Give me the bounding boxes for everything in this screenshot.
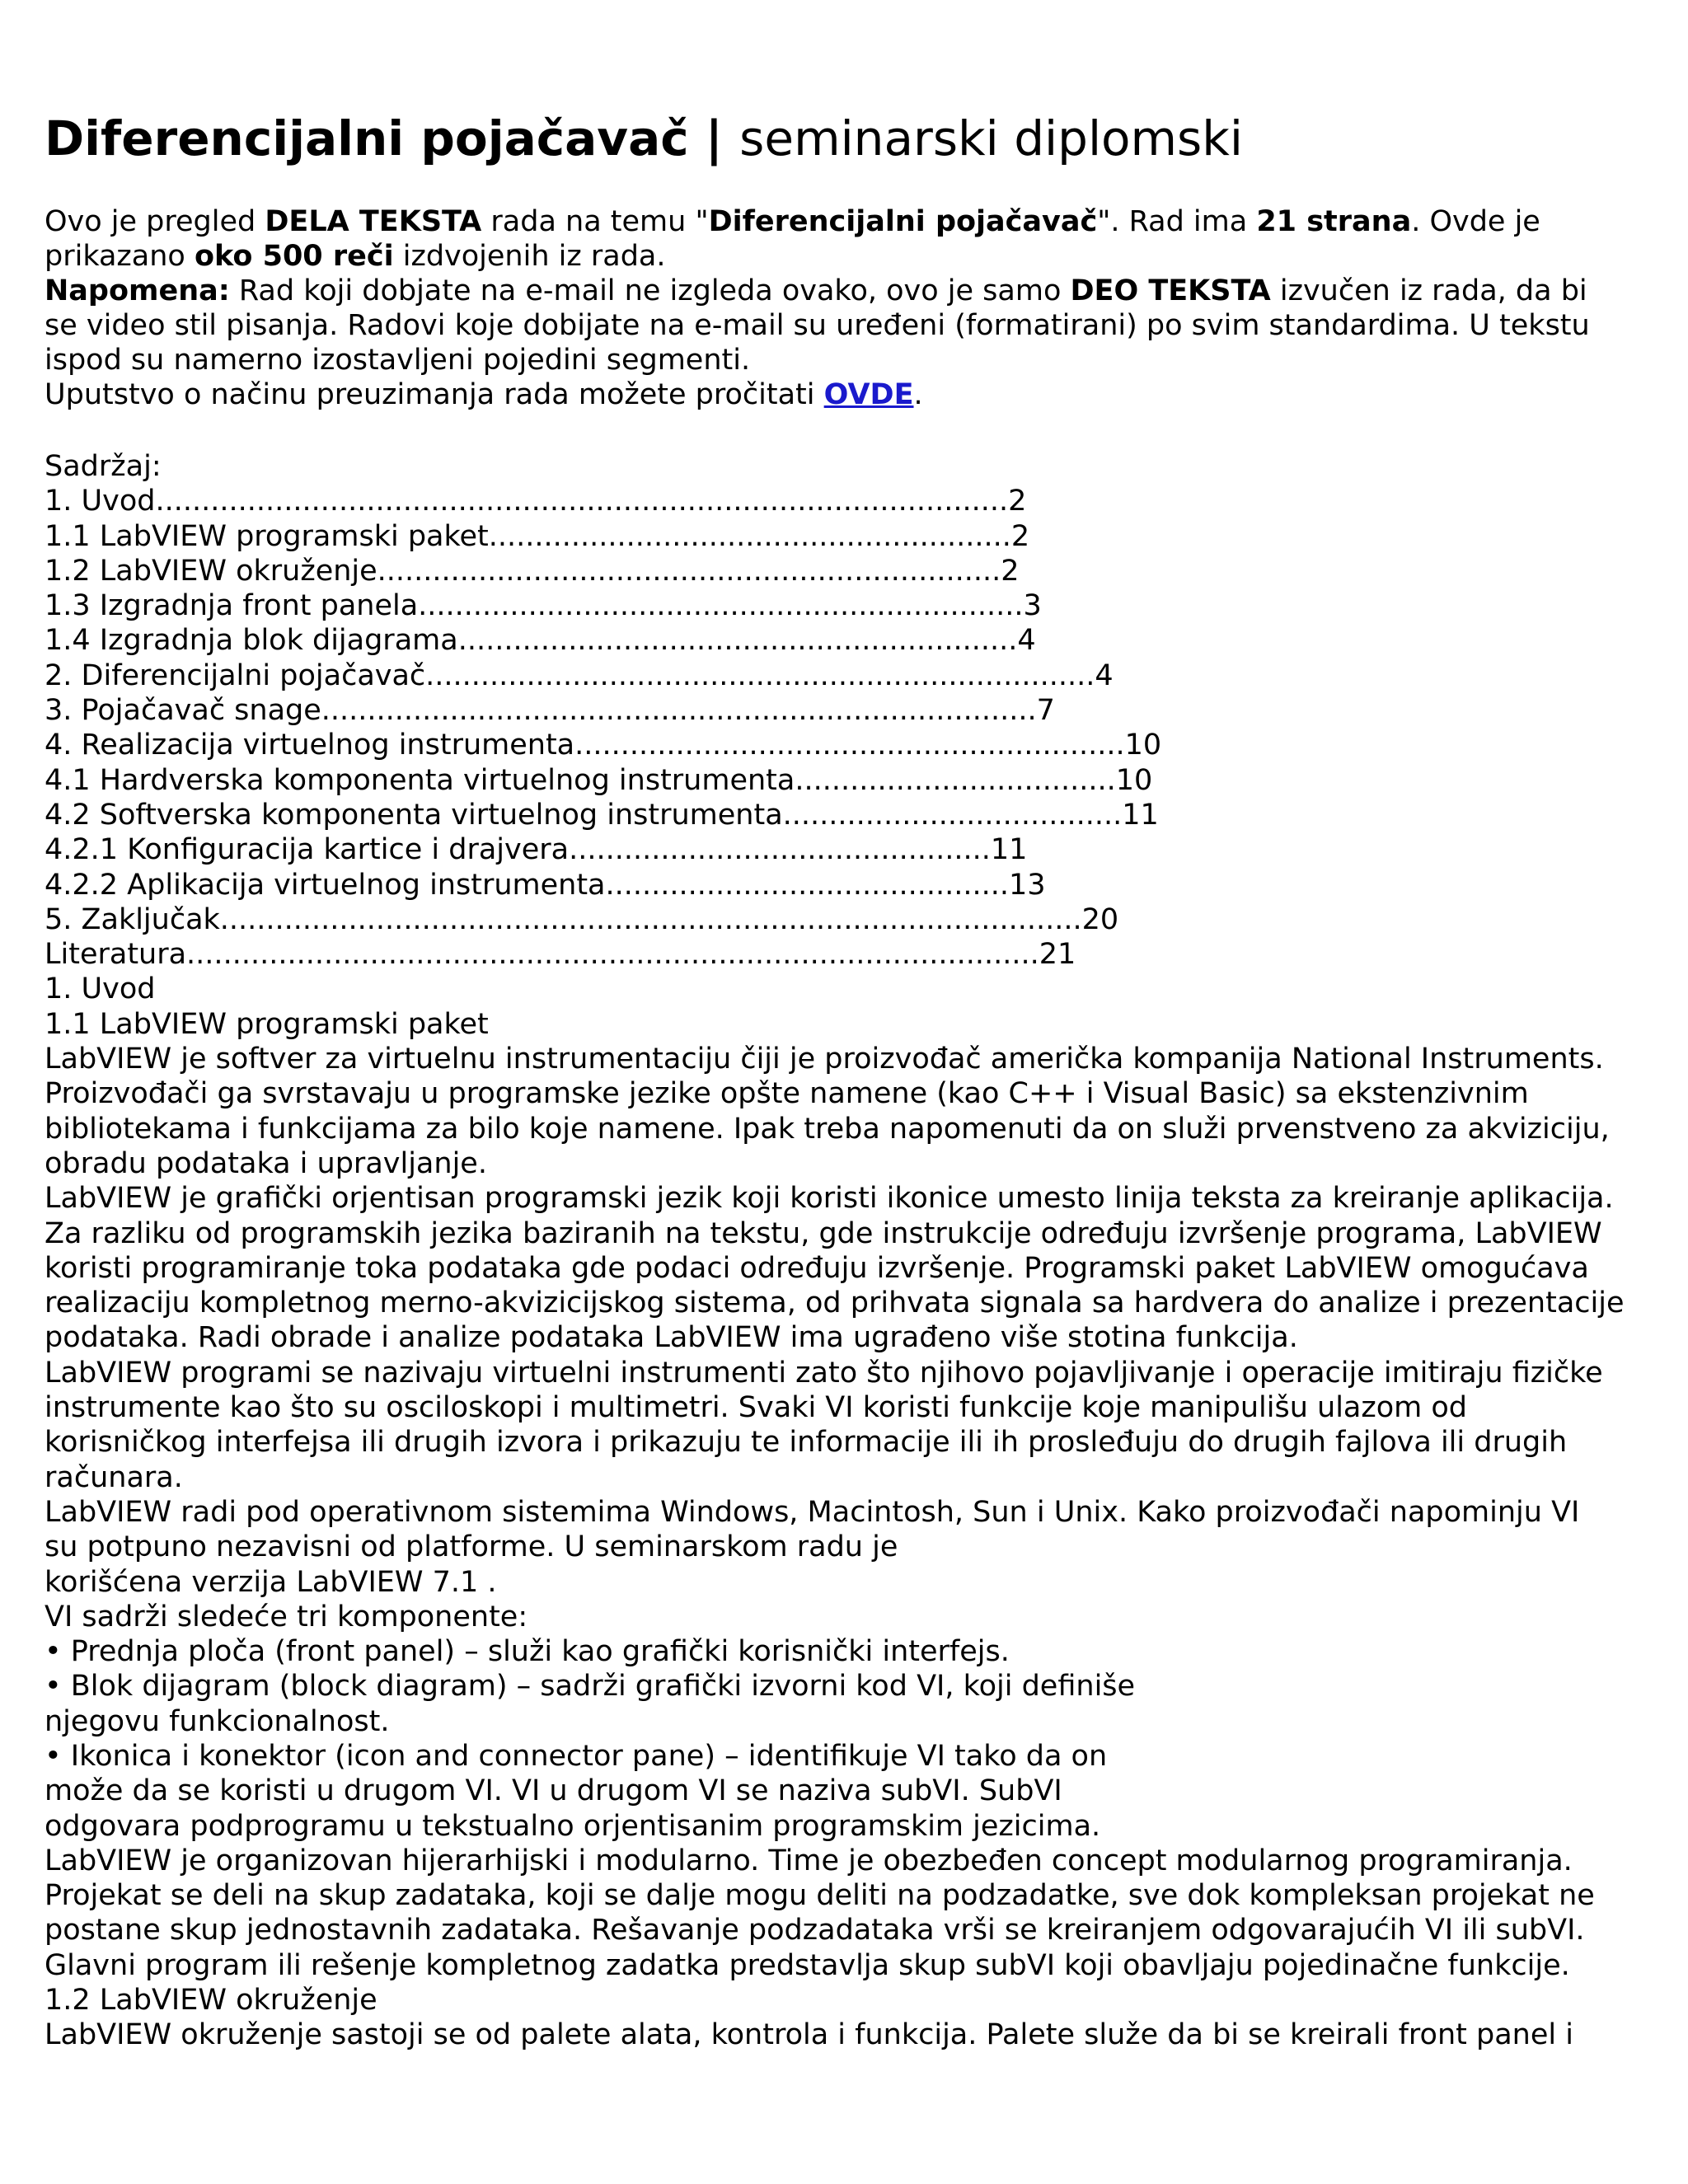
text-line: LabVIEW radi pod operativnom sistemima Windows, Macintosh, Sun i Unix. Kako proizvođači napominju VI	[45, 1495, 1580, 1529]
text-line: 1.3 Izgradnja front panela..................................................................3	[45, 589, 1042, 623]
intro-line-2	[45, 239, 1652, 274]
text-line: 1. Uvod	[45, 972, 156, 1006]
text-line: 1.2 LabVIEW okruženje	[45, 1984, 377, 2018]
download-text: Uputstvo o načinu preuzimanja rada možete pročitati	[45, 378, 824, 411]
intro-text: ". Rad ima	[1097, 205, 1257, 238]
text-line: LabVIEW programi se nazivaju virtuelni instrumenti zato što njihovo pojavljivanje i operacije imitiraju fizičke	[45, 1356, 1603, 1390]
text-line: Literatura.............................................................................................21	[45, 938, 1076, 972]
text-line: LabVIEW je organizovan hijerarhijski i modularno. Time je obezbeđen concept modularnog programiranja.	[45, 1844, 1573, 1877]
text-line: LabVIEW je softver za virtuelnu instrumentaciju čiji je proizvođač američka kompanija National Instruments.	[45, 1043, 1604, 1076]
intro-note-line-3: ispod su namerno izostavljeni pojedini segmenti.	[45, 344, 751, 377]
text-line: obradu podataka i upravljanje.	[45, 1146, 487, 1180]
text-line: 5. Zaključak..............................................................................................20	[45, 902, 1119, 936]
download-end: .	[913, 378, 923, 411]
intro-note-line-2: se video stil pisanja. Radovi koje dobijate na e-mail su uređeni (formatirani) po svim standardima. U tekstu	[45, 309, 1590, 342]
title-light: seminarski diplomski	[739, 110, 1243, 166]
text-line: realizaciju kompletnog merno-akvizicijskog sistema, od prihvata signala sa hardvera do analize i prezentacije	[45, 1286, 1625, 1320]
text-line: su potpuno nezavisni od platforme. U seminarskom radu je	[45, 1530, 898, 1564]
intro-text: izvučen iz rada, da bi	[1270, 274, 1587, 307]
intro-bold: Diferencijalni pojačavač	[708, 205, 1098, 238]
text-line: 1.4 Izgradnja blok dijagrama.............................................................4	[45, 624, 1036, 658]
text-line: računara.	[45, 1460, 183, 1494]
text-line: 2. Diferencijalni pojačavač.........................................................................4	[45, 658, 1114, 692]
intro-bold: oko 500 reči	[194, 240, 394, 273]
intro-text: rada na temu "	[481, 205, 709, 238]
intro-block	[45, 204, 1652, 412]
text-line: 4.2.2 Aplikacija virtuelnog instrumenta............................................13	[45, 868, 1046, 902]
download-link[interactable]: OVDE	[823, 378, 914, 411]
text-line: • Prednja ploča (front panel) – služi kao grafički korisnički interfejs.	[45, 1635, 1010, 1669]
text-line: 4.2 Softverska komponenta virtuelnog instrumenta.....................................11	[45, 798, 1159, 832]
text-line: koristi programiranje toka podataka gde podaci određuju izvršenje. Programski paket LabVIEW omogućava	[45, 1251, 1589, 1285]
intro-download	[45, 377, 1652, 412]
text-line: 1.1 LabVIEW programski paket	[45, 1007, 489, 1041]
text-line: odgovara podprogramu u tekstualno orjentisanim programskim jezicima.	[45, 1809, 1101, 1843]
text-line: postane skup jednostavnih zadataka. Rešavanje podzadataka vrši se kreiranjem odgovarajućih VI ili subVI.	[45, 1914, 1585, 1947]
text-line: Projekat se deli na skup zadataka, koji se dalje mogu deliti na podzadatke, sve dok kompleksan projekat ne	[45, 1879, 1595, 1913]
text-line: 3. Pojačavač snage..............................................................................7	[45, 694, 1055, 728]
document-content	[45, 449, 1652, 2053]
page-title	[45, 105, 1243, 171]
text-line: 4.2.1 Konfiguracija kartice i drajvera..............................................11	[45, 833, 1028, 867]
text-line: instrumente kao što su osciloskopi i multimetri. Svaki VI koristi funkcije koje manipulišu ulazom od	[45, 1391, 1468, 1425]
text-line: 1.1 LabVIEW programski paket.........................................................2	[45, 519, 1030, 553]
text-line: bibliotekama i funkcijama za bilo koje namene. Ipak treba napomenuti da on služi prvenstveno za akviziciju,	[45, 1112, 1610, 1146]
intro-text: Rad koji dobjate na e-mail ne izgleda ovako, ovo je samo	[229, 274, 1071, 307]
text-line: 1.2 LabVIEW okruženje....................................................................2	[45, 554, 1020, 588]
text-line: LabVIEW okruženje sastoji se od palete alata, kontrola i funkcija. Palete služe da bi se kreirali front panel i	[45, 2018, 1573, 2052]
text-line: korišćena verzija LabVIEW 7.1 .	[45, 1565, 497, 1599]
intro-text: Ovo je pregled	[45, 205, 265, 238]
text-line: 4. Realizacija virtuelnog instrumenta............................................................10	[45, 729, 1162, 762]
title-bold: Diferencijalni pojačavač |	[45, 110, 723, 166]
intro-line-1	[45, 204, 1652, 239]
text-line: podataka. Radi obrade i analize podataka LabVIEW ima ugrađeno više stotina funkcija.	[45, 1321, 1298, 1355]
intro-bold: 21 strana	[1256, 205, 1412, 238]
intro-text: . Ovde je	[1411, 205, 1540, 238]
text-line: može da se koristi u drugom VI. VI u drugom VI se naziva subVI. SubVI	[45, 1774, 1062, 1808]
text-line: LabVIEW je grafički orjentisan programski jezik koji koristi ikonice umesto linija teksta za kreiranje aplikacija.	[45, 1182, 1614, 1216]
intro-text: prikazano	[45, 240, 195, 273]
intro-bold: DELA TEKSTA	[265, 205, 482, 238]
text-line: Za razliku od programskih jezika baziranih na tekstu, gde instrukcije određuju izvršenje programa, LabVIEW	[45, 1216, 1602, 1250]
text-line: njegovu funkcionalnost.	[45, 1704, 390, 1738]
text-line: VI sadrži sledeće tri komponente:	[45, 1600, 528, 1633]
text-line: Sadržaj:	[45, 450, 162, 483]
text-line: korisničkog interfejsa ili drugih izvora i prikazuju te informacije ili ih prosleđuju do drugih fajlova ili drugih	[45, 1426, 1568, 1460]
intro-text: izdvojenih iz rada.	[393, 240, 666, 273]
text-line: • Blok dijagram (block diagram) – sadrži grafički izvorni kod VI, koji definiše	[45, 1670, 1136, 1704]
intro-note	[45, 274, 1652, 308]
text-line: 1. Uvod.............................................................................................2	[45, 485, 1027, 518]
note-label: Napomena:	[45, 274, 230, 307]
text-line: Proizvođači ga svrstavaju u programske jezike opšte namene (kao C++ i Visual Basic) sa ekstenzivnim	[45, 1077, 1529, 1111]
text-line: 4.1 Hardverska komponenta virtuelnog instrumenta...................................10	[45, 763, 1153, 797]
text-line: Glavni program ili rešenje kompletnog zadatka predstavlja skup subVI koji obavljaju pojedinačne funkcije.	[45, 1948, 1570, 1982]
intro-bold: DEO TEKSTA	[1070, 274, 1271, 307]
text-line: • Ikonica i konektor (icon and connector pane) – identifikuje VI tako da on	[45, 1739, 1108, 1773]
